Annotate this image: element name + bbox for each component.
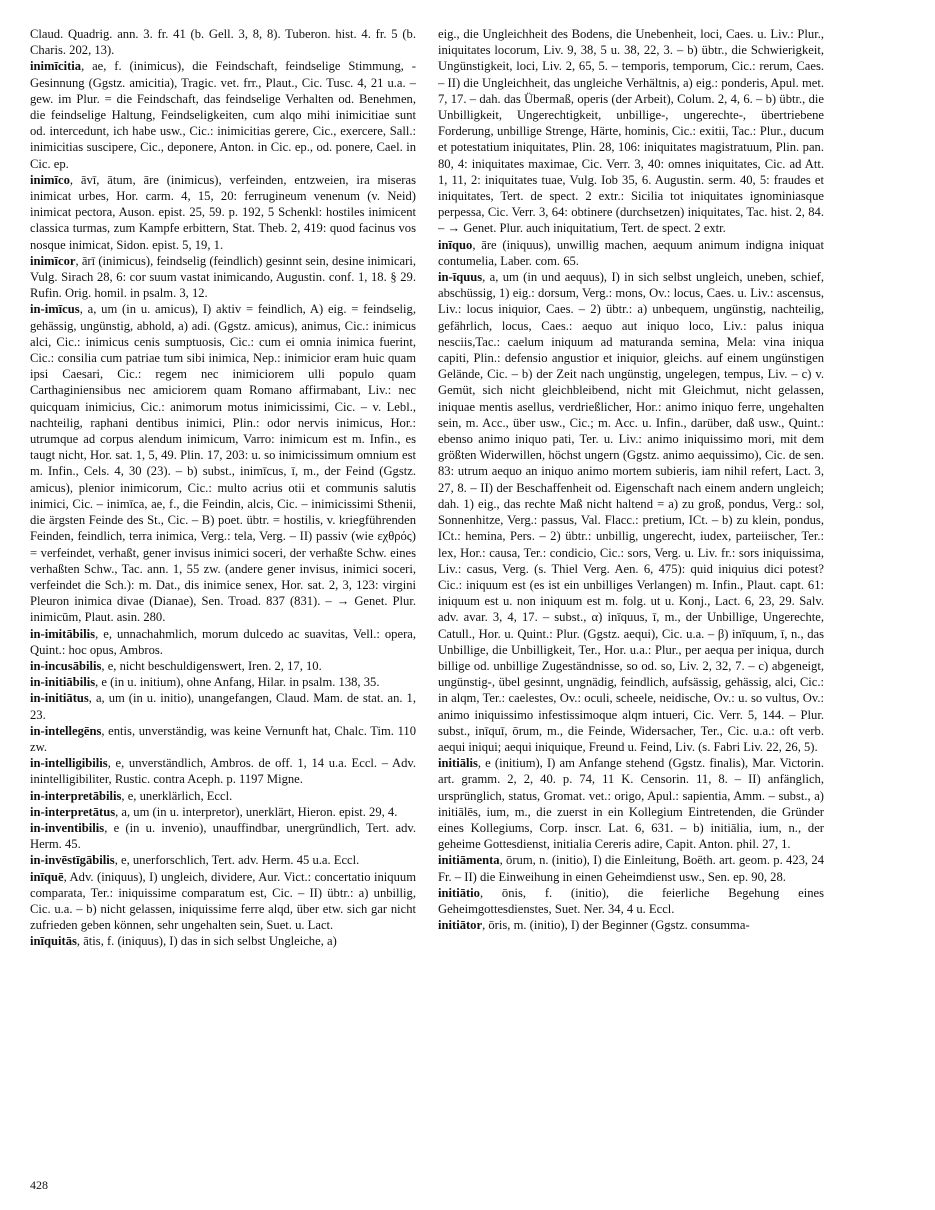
entry-text: , a, um (in u. initio), unangefangen, Claud. Mam. de stat. an. 1, 23. [30, 691, 416, 722]
dictionary-entry [438, 755, 824, 852]
entry-headword: inīquē [30, 869, 64, 884]
entry-text: , e (in u. invenio), unauffindbar, unergründlich, Tert. adv. Herm. 45. [30, 820, 416, 852]
entry-headword: initiātio [438, 885, 480, 900]
entry-text: , e (initium), I) am Anfange stehend (Ggstz. finalis), Mar. Victorin. art. gramm. 2, 2, 40. p. 74, 11 K. Censorin. 11, 8. – II) anfänglich, ursprünglich, status, Gromat. vet.: origo, Apul.: sapientia, Amm. – subst., a) initiālēs, ium, m., die zuerst in ein Kollegium Eintretenden, die Gründer eines Kollegiums, Corp. inscr. Lat. 6, 631. – b) initiālia, ium, n., der geheime Gottesdienst, initialia Cereris adire, Capit. Anton. phil. 27, 1. [438, 756, 824, 852]
dictionary-entry [30, 674, 416, 690]
right-column [438, 26, 824, 1202]
dictionary-entry [438, 852, 824, 884]
entry-text: , ōris, m. (initio), I) der Beginner (Ggstz. consumma- [482, 918, 750, 933]
dictionary-entry [30, 755, 416, 787]
entry-text: , ātis, f. (iniquus), I) das in sich selbst Ungleiche, a) [76, 934, 337, 949]
entry-headword: inimīco [30, 172, 70, 187]
entry-headword: in-inventibilis [30, 820, 105, 835]
entry-text: , ae, f. (inimicus), die Feindschaft, feindselige Stimmung, -Gesinnung (Ggstz. amicitia), Tragic. vet. frr., Plaut., Cic. Tusc. 4, 21 u.a. – gew. im Plur. = die Feindschaft, das feindselige Verhalten od. Benehmen, die feindselige Haltung, Feindseligkeiten, cum alqo mihi inimicitiae sunt od. intercedunt, ich habe usw., Cic.: inimicitias gerere, Cic., exercere, Sall.: inimicitias suscipere, Cic., deponere, Anton. in Cic. ep., od. ponere, Cael. in Cic. ep. [30, 59, 416, 171]
entry-text: , āvī, ātum, āre (inimicus), verfeinden, entzweien, ira miseras inimicat urbes, Hor. carm. 4, 15, 20: ferrugineum venenum (v. Neid) inimicat pectora, Auson. epist. 25, 59. p. 192, 5 Schenkl: hostiles inimicent classica turmas, zum Kampfe erbittern, Stat. Theb. 2, 419: quod facinus vos nosque inimicat, Sidon. epist. 5, 19, 1. [30, 172, 416, 252]
entry-headword: in-intellegēns [30, 723, 102, 738]
entry-text: , ōnis, f. (initio), die feierliche Begehung eines Geheimgottesdienstes, Suet. Ner. 34, 4 u. Eccl. [438, 885, 824, 916]
dictionary-entry [438, 26, 824, 237]
entry-text: , a, um (in u. amicus), I) aktiv = feindlich, A) eig. = feindselig, gehässig, ungünstig, abhold, a) adi. (Ggstz. amicus), animus, Cic.: inimicus alci, Cic.: inimicus cenis sumptuosis, Cic.: cum ei omnia inimica fuerint, Cic.: consilia cum patriae tum sibi inimica, Nep.: inimicior eram huic quam ipsi Caesari, Cic.: regem nec inimiciorem ulli populo quam Carthaginiensibus nec amiciorem quam Romano affirmabant, Liv.: nec quicquam inimicius, Cic.: animorum motus inimicissimi, Cic. – v. Lebl., nachteilig, raphani dentibus inimici, Plin.: odor nervis inimicus, Hor.: utrumque ad corpus alendum inimicum, Varro: inimicum est m. Infin., es taugt nicht, Hor. sat. 1, 5, 49. Plin. 17, 203: u. so inimicissimum omnium est m. Infin., Cels. 4, 30 (23). – b) subst., inimīcus, ī, m., der Feind (Ggstz. amicus), plenior inimicorum, Cic.: multo acrius otii et communis salutis inimici, Cic. – inimīca, ae, f., die Feindin, alcis, Cic. – inimicissimi Sthenii, die ärgsten Feinde des St., Cic. – B) poet. übtr. = hostilis, v. kriegführenden Feinden, feindlich, terra inimica, Verg.: tela, Verg. – II) passiv (wie εχθρός) = verfeindet, verhaßt, gener invisus inimici soceri, der verhaßte Schw. eines verhaßten Schw., Tac. ann. 1, 55 zw. (andere gener invisus, inimici soceri, verfeindet die Sch.): m. Dat., dis inimice senex, Hor. sat. 2, 3, 123: virgini Pleuron inimica divae (Dianae), Sen. Troad. 837 (831). – → Genet. Plur. inimicūm, Plaut. asin. 280. [30, 302, 416, 625]
entry-headword: in-interpretātus [30, 804, 116, 819]
entry-text: , e (in u. initium), ohne Anfang, Hilar. in psalm. 138, 35. [95, 675, 380, 690]
entry-headword: inimīcitia [30, 59, 82, 74]
dictionary-entry [30, 626, 416, 658]
dictionary-entry [30, 26, 416, 58]
entry-text: , e, unerforschlich, Tert. adv. Herm. 45 u.a. Eccl. [114, 853, 360, 868]
entry-headword: inimīcor [30, 253, 76, 268]
entry-text: , Adv. (iniquus), I) ungleich, dividere, Aur. Vict.: concertatio iniquum comparata, Ter.: iniquissime comparatum est, Cic. – II) übtr.: a) unbillig, Cic. u.a. – b) nicht gelassen, iniquissime ferre alqd, über etw. sich gar nicht zufrieden geben können, sehr ungehalten sein, Suet. u. Lact. [30, 869, 416, 933]
entry-text: , e, unerklärlich, Eccl. [121, 788, 233, 803]
entry-headword: in-interpretābilis [30, 788, 122, 803]
entry-headword: in-invēstīgābilis [30, 853, 115, 868]
dictionary-entry [438, 269, 824, 755]
entry-text: , ōrum, n. (initio), I) die Einleitung, Boëth. art. geom. p. 423, 24 Fr. – II) die Einweihung in einen Geheimdienst usw., Sen. ep. 90, 28. [438, 853, 824, 884]
entry-text: eig., die Ungleichheit des Bodens, die Unebenheit, loci, Caes. u. Liv.: Plur., iniquitates locorum, Liv. 9, 38, 5 u. 38, 22, 3. – b) übtr., die Schwierigkeit, Ungünstigkeit, loci, Liv. 2, 65, 5. – temporis, temporum, Cic.: rerum, Caes. – II) die Ungleichheit, das ungleiche Verhältnis, a) eig.: ponderis, Apul. met. 7, 17. – dah. das Übermaß, operis (der Arbeit), Colum. 2, 4, 6. – b) übtr., die Unbilligkeit, Ungerechtigkeit, unbillige-, ungerechte-, übertriebene Forderung, unbillige Strenge, Härte, hominis, Cic.: exitii, Tac.: Plur., ducum et potestatium iniquitates, Plin. 28, 106: iniquitates magistratuum, Plin. pan. 80, 4: iniquitates maximae, Cic. Verr. 3, 40: omnes iniquitates, Cic. ad Att. 1, 11, 2: iniquitates tuae, Vulg. Iob 35, 6. Augustin. serm. 40, 5: fraudes et iniquitates, Tert. de spect. 2 extr.: Sicilia tot iniquitates ignominiasque perpessa, Cic. Verr. 3, 64: obtinere (durchsetzen) iniquitates, Tac. hist. 2, 84. – → Genet. Plur. auch iniquitatium, Tert. de spect. 2 extr. [438, 27, 824, 236]
dictionary-entry [30, 804, 416, 820]
entry-headword: initiāmenta [438, 853, 500, 868]
dictionary-entry [438, 237, 824, 269]
page-number: 428 [30, 1178, 48, 1192]
dictionary-entry [30, 869, 416, 934]
dictionary-entry [438, 885, 824, 917]
entry-text: , e, unnachahmlich, morum dulcedo ac suavitas, Vell.: opera, Quint.: hoc opus, Ambros. [30, 626, 416, 657]
dictionary-entry [30, 820, 416, 852]
entry-text: , e, nicht beschuldigenswert, Iren. 2, 17, 10. [101, 658, 322, 673]
dictionary-entry [30, 933, 416, 949]
dictionary-entry [30, 172, 416, 253]
entry-headword: in-imitābilis [30, 626, 96, 641]
entry-text: Claud. Quadrig. ann. 3. fr. 41 (b. Gell. 3, 8, 8). Tuberon. hist. 4. fr. 5 (b. Charis. 202, 13). [30, 27, 416, 58]
entry-headword: in-initiātus [30, 691, 89, 706]
entry-text: , entis, unverständig, was keine Vernunft hat, Chalc. Tim. 110 zw. [30, 723, 416, 754]
entry-headword: initiālis [438, 756, 478, 771]
dictionary-entry [30, 852, 416, 868]
entry-headword: in-incusābilis [30, 658, 102, 673]
entry-headword: in-īquus [438, 270, 483, 285]
dictionary-entry [30, 788, 416, 804]
dictionary-entry [30, 301, 416, 625]
entry-text: , ārī (inimicus), feindselig (feindlich) gesinnt sein, desine inimicari, Vulg. Sirach 28, 6: cor suum vastat inimicando, Augustin. conf. 1, 18. § 29. Rufin. Orig. homil. in psalm. 3, 12. [30, 253, 416, 301]
entry-text: , a, um (in u. interpretor), unerklärt, Hieron. epist. 29, 4. [115, 804, 398, 819]
entry-text: , a, um (in und aequus), I) in sich selbst ungleich, uneben, schief, abschüssig, 1) eig.: dorsum, Verg.: mons, Ov.: locus, Caes. u. Liv.: ascensus, Liv.: locus iniquior, Caes. – 2) übtr.: a) unbequem, ungünstig, nachteilig, gefährlich, locus, Caes.: aequo aut iniquo loco, Liv.: palus iniqua nesciis,Tac.: caelum iniquum ad maturanda semina, Mela: vina iniqua capiti, Plin.: defensio angustior et iniquior, gleichs. auf einem ungünstigen Gelände, Cic. – b) der Zeit nach ungünstig, ungelegen, tempus, Liv. – c) v. Gemüt, sich nicht gleichbleibend, nicht mit Gleichmut, nicht gelassen, iniquae mentis asellus, verdrießlicher, Hor.: animo iniquo ferre, ungehalten sein, m. Acc., über usw., Cic.; m. Acc. u. Infin., darüber, daß usw., Quint.: ebenso animo iniquo pati, Ter. u. Liv.: animo iniquissimo mori, mit dem größten Widerwillen, höchst ungern (Ggstz. animo aequissimo), Cic. de sen. 83: utrum aequo an iniquo animo mortem subieris, iam nihil refert, Lact. 3, 27, 8. – II) der Beschaffenheit od. Eigenschaft nach einem andern ungleich; dah. 1) eig., das rechte Maß nicht haltend = a) zu groß, pondus, Verg.: sol, Sonnenhitze, Verg.: passus, Val. Flacc.: pretium, ICt. – b) zu klein, pondus, ICt.: hemina, Pers. – 2) übtr.: unbillig, ungerecht, iudex, parteiischer, Ter.: lex, Hor.: causa, Ter.: condicio, Cic.: sors, Verg. u. Liv. fr.: sors iniquissima, Liv.: casus, Verg. (s. Thiel Verg. Aen. 6, 475): quid iniquius dici potest? Cic.: iniquum est (es ist ein unbilliges Verlangen) m. Infin., Plaut. capt. 61: iniquum est u. non iniquum est m. folg. ut u. Konj., Lact. 6, 23, 29. Salv. adv. avar. 3, 4, 17. – subst., α) inīquus, ī, m., der Unbillige, Ungerechte, Catull., Hor. u. Quint.: Plur. (Ggstz. aequi), Cic. u.a. – β) inīquum, ī, n., das Unbillige, die Unbilligkeit, Ter., Hor. u.a.: Plur., per aequa per iniqua, durch billige od. unbillige Zugeständnisse, so od. so, Liv. 2, 32, 7. – c) abgeneigt, ungünstig-, übel gesinnt, ungnädig, feindlich, aufsässig, gehässig, alci, Cic.: in alqm, Ter.: caelestes, Ov.: oculi, scheele, neidische, Ov.: u. so vultus, Ov.: animo iniquissimo infestissimoque alqm intueri, Cic. Verr. 5, 144. – Plur. subst., inīquī, ōrum, m., die Feinde, Widersacher, Ter., Cic. u.a.: oft verb. aequi iniqui; aequi iniquique, Freund u. Feind, Liv. (s. Fabri Liv. 22, 26, 5). [438, 270, 824, 754]
dictionary-entry [30, 58, 416, 171]
entry-text: , e, unverständlich, Ambros. de off. 1, 14 u.a. Eccl. – Adv. inintelligibiliter, Rustic. contra Aceph. p. 1197 Migne. [30, 756, 416, 787]
entry-headword: inīquitās [30, 934, 77, 949]
dictionary-entry [30, 658, 416, 674]
dictionary-entry [30, 253, 416, 302]
dictionary-entry [438, 917, 824, 933]
dictionary-entry [30, 723, 416, 755]
left-column [30, 26, 416, 1178]
entry-headword: in-intelligibilis [30, 756, 108, 771]
entry-headword: inīquo [438, 237, 473, 252]
entry-headword: initiātor [438, 918, 483, 933]
entry-headword: in-imīcus [30, 302, 80, 317]
dictionary-entry [30, 690, 416, 722]
entry-text: , āre (iniquus), unwillig machen, aequum animum indigna iniquat contumelia, Laber. com. 65. [438, 237, 824, 268]
entry-headword: in-initiābilis [30, 675, 96, 690]
